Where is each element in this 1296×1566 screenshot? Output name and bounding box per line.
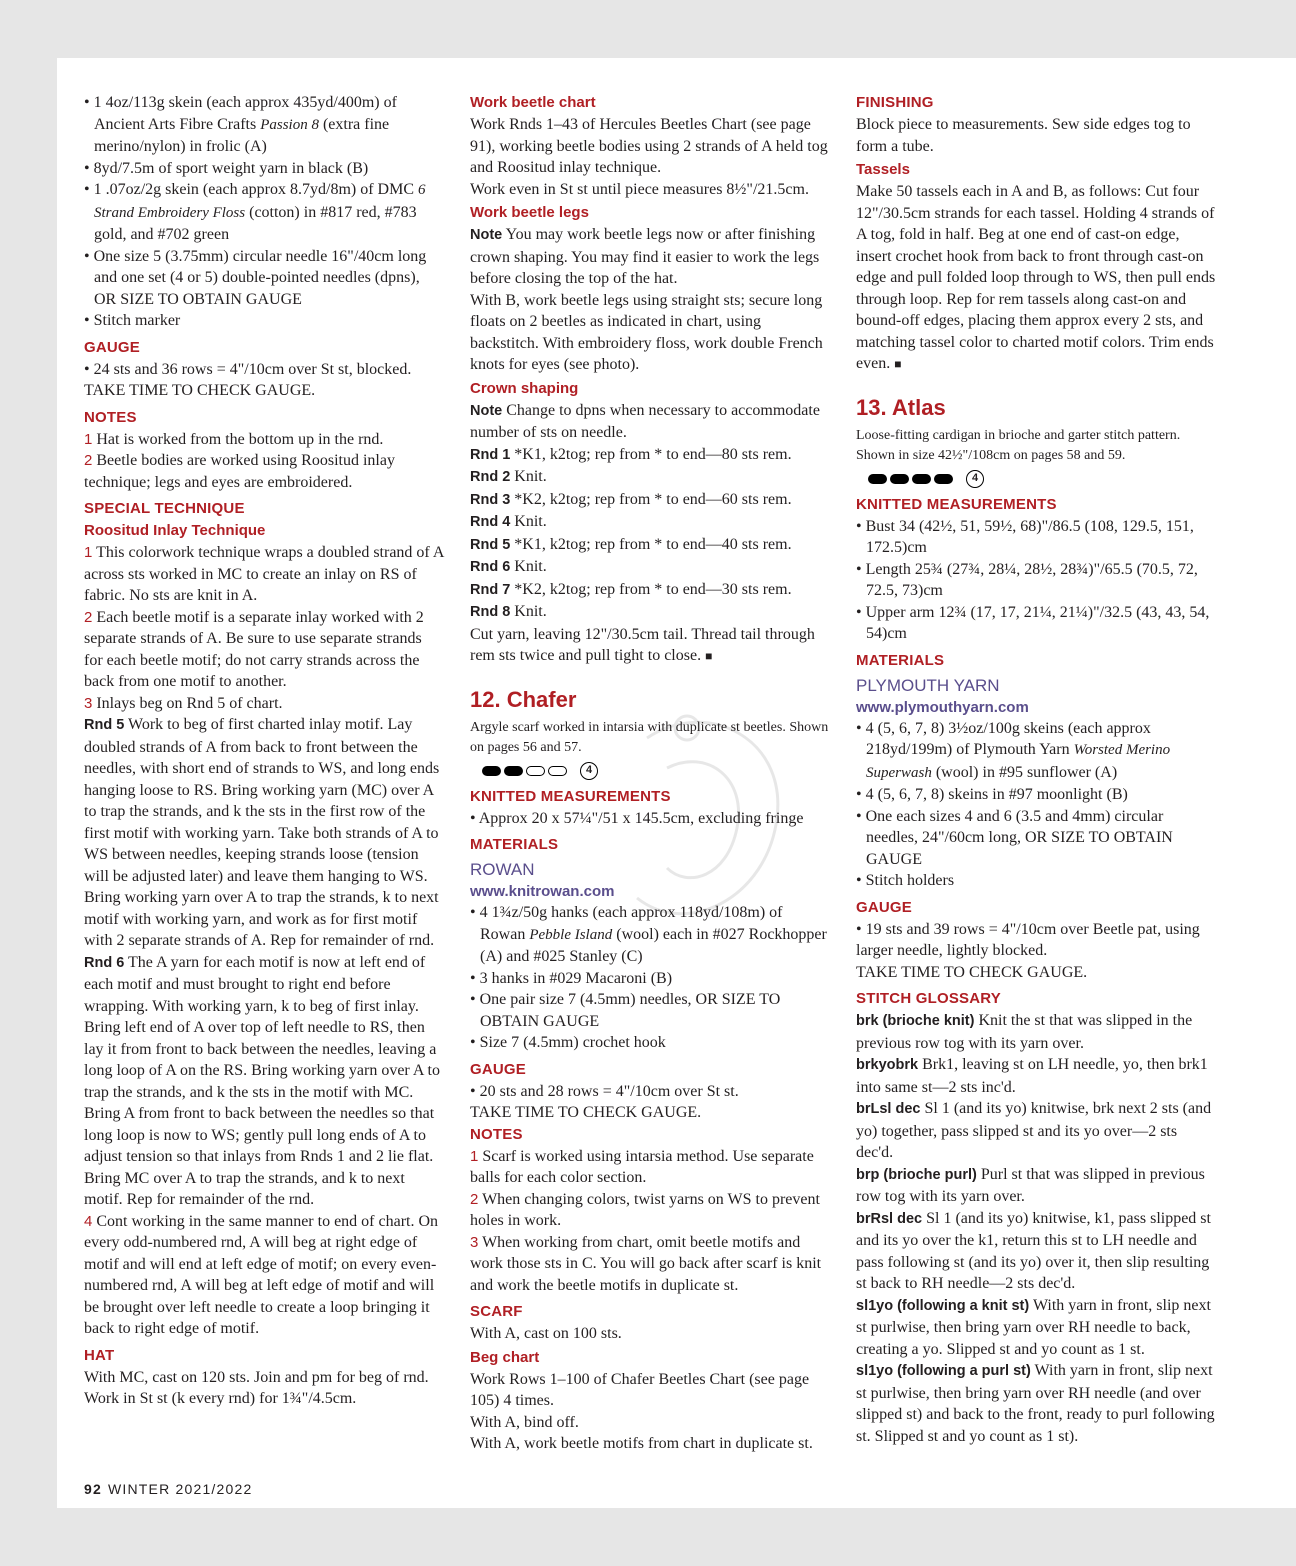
stitch-glossary-heading: STITCH GLOSSARY: [856, 990, 1001, 1007]
issue-label: WINTER 2021/2022: [107, 1481, 253, 1497]
materials-item: • 4 1¾z/50g hanks (each approx 118yd/108m) of Rowan Pebble Island (wool) each in #027 Rockhopper (A) and #025 Stanley (C): [470, 902, 830, 968]
gauge-heading: GAUGE: [856, 898, 913, 916]
skill-bar: [504, 766, 523, 776]
technique-step: 3 Inlays beg on Rnd 5 of chart.: [84, 694, 283, 712]
gauge-text: • 20 sts and 28 rows = 4"/10cm over St st.: [470, 1082, 739, 1100]
note-item: 1 Hat is worked from the bottom up in the rnd.: [84, 430, 384, 448]
note-item: 2 When changing colors, twist yarns on WS to prevent holes in work.: [470, 1190, 820, 1229]
yarn-weight-icon: 4: [580, 762, 598, 780]
materials-heading: MATERIALS: [470, 836, 559, 853]
materials-item: • 3 hanks in #029 Macaroni (B): [470, 968, 830, 990]
skill-level-indicator: [868, 470, 1216, 488]
chafer-title: 12. Chafer: [470, 686, 577, 712]
beg-chart-text: With A, bind off.: [470, 1413, 579, 1431]
skill-bar: [912, 474, 931, 484]
special-technique-heading: SPECIAL TECHNIQUE: [84, 500, 245, 517]
materials-item: • 1 4oz/113g skein (each approx 435yd/400m) of Ancient Arts Fibre Crafts Passion 8 (extra fine merino/nylon) in frolic (A): [84, 92, 444, 158]
glossary-entry: brRsl dec Sl 1 (and its yo) knitwise, k1, pass slipped st and its yo over the k1, return this st to LH needle and pass following st (and its yo) over it, then slip resulting st back to RH needle—2 sts dec'd.: [856, 1209, 1211, 1292]
scarf-text: With A, cast on 100 sts.: [470, 1325, 622, 1342]
round-instruction: Rnd 5 *K1, k2tog; rep from * to end—40 sts rem.: [470, 535, 792, 553]
magazine-page: [57, 58, 1296, 1508]
notes-heading: NOTES: [84, 408, 137, 426]
roositud-heading: Roositud Inlay Technique: [84, 522, 266, 539]
skill-bar: [548, 766, 567, 776]
brand-url[interactable]: www.plymouthyarn.com: [856, 698, 1029, 716]
skill-bar: [526, 766, 545, 776]
tassels-heading: Tassels: [856, 161, 910, 178]
page-footer: [84, 1481, 252, 1497]
glossary-entry: sl1yo (following a knit st) With yarn in front, slip next st purlwise, then bring yarn over RH needle to back, creating a yo. Slipped st and yo count as 1 st.: [856, 1296, 1211, 1358]
note-item: 3 When working from chart, omit beetle motifs and work those sts in C. You will go back after scarf is knit and work the beetle motifs in duplicate st.: [470, 1233, 822, 1294]
page-number: 92: [84, 1481, 102, 1497]
column-2: [470, 92, 830, 1455]
yarn-weight-icon: 4: [966, 470, 984, 488]
end-mark: ■: [894, 357, 902, 371]
beetle-chart-heading: Work beetle chart: [470, 94, 596, 111]
technique-step: 2 Each beetle motif is a separate inlay worked with 2 separate strands of A. Be sure to use separate strands for each beetle motif; do not carry strands across the back from one motif to another.: [84, 608, 424, 690]
round-instruction: Rnd 1 *K1, k2tog; rep from * to end—80 sts rem.: [470, 445, 792, 463]
chafer-description: Argyle scarf worked in intarsia with duplicate st beetles. Shown on pages 56 and 57.: [470, 719, 829, 755]
measurement-item: • Upper arm 12¾ (17, 17, 21¼, 21¼)"/32.5 (43, 43, 54, 54)cm: [856, 602, 1216, 645]
materials-item: • One pair size 7 (4.5mm) needles, OR SIZE TO OBTAIN GAUGE: [470, 989, 830, 1032]
measurement-item: • Bust 34 (42½, 51, 59½, 68)"/86.5 (108, 129.5, 151, 172.5)cm: [856, 516, 1216, 559]
beetle-legs-note: Note You may work beetle legs now or after finishing crown shaping. You may find it easier to work the legs before closing the top of the hat.: [470, 226, 820, 287]
glossary-entry: brLsl dec Sl 1 (and its yo) knitwise, brk next 2 sts (and yo) together, pass slipped st and its yo over—2 sts dec'd.: [856, 1100, 1212, 1161]
knitted-measurements-heading: KNITTED MEASUREMENTS: [856, 495, 1057, 513]
finishing-text: Block piece to measurements. Sew side edges tog to form a tube.: [856, 116, 1191, 155]
measurement-item: • Length 25¾ (27¾, 28¼, 28½, 28¾)"/65.5 (70.5, 72, 72.5, 73)cm: [856, 559, 1216, 602]
gauge-heading: GAUGE: [470, 1060, 527, 1078]
end-mark: ■: [705, 649, 713, 663]
materials-item: • 4 (5, 6, 7, 8) skeins in #97 moonlight (B): [856, 784, 1216, 806]
brand-url[interactable]: www.knitrowan.com: [470, 883, 615, 900]
yarn-brand: PLYMOUTH YARN: [856, 675, 1000, 695]
materials-item: • Size 7 (4.5mm) crochet hook: [470, 1032, 830, 1054]
yarn-brand: ROWAN: [470, 860, 535, 879]
glossary-entry: brp (brioche purl) Purl st that was slipped in previous row tog with its yarn over.: [856, 1165, 1205, 1205]
gauge-text: • 24 sts and 36 rows = 4"/10cm over St st, blocked.: [84, 360, 412, 378]
beetle-chart-text: Work even in St st until piece measures 8½"/21.5cm.: [470, 180, 809, 198]
materials-item: • 1 .07oz/2g skein (each approx 8.7yd/8m) of DMC 6 Strand Embroidery Floss (cotton) in #817 red, #783 gold, and #702 green: [84, 179, 444, 246]
materials-item: • Stitch marker: [84, 310, 444, 332]
materials-item: • 4 (5, 6, 7, 8) 3½oz/100g skeins (each approx 218yd/199m) of Plymouth Yarn Worsted Merino Superwash (wool) in #95 sunflower (A): [856, 718, 1216, 785]
round-5-instruction: Rnd 5 Work to beg of first charted inlay motif. Lay doubled strands of A from back to front between the needles, with short end of strands to WS, and long ends hanging loose to RS. Bring working yarn (MC) over A to trap the strands, and k the sts in the first row of the first motif with working yarn. Take both strands of A to WS between needles, keeping strands loose (tension will be adjusted later) and leave them hanging to WS. Bring working yarn over A to trap the strands, k to next motif with working yarn, and work as for first motif with 2 separate strands of A. Rep for remainder of rnd.: [84, 716, 440, 949]
skill-level-indicator: [482, 762, 830, 780]
note-item: 1 Scarf is worked using intarsia method. Use separate balls for each color section.: [470, 1147, 814, 1186]
column-1: [84, 92, 444, 1410]
glossary-entry: brk (brioche knit) Knit the st that was slipped in the previous row tog with its yarn over.: [856, 1012, 1193, 1052]
knitted-measurements-heading: KNITTED MEASUREMENTS: [470, 787, 671, 805]
round-instruction: Rnd 4 Knit.: [470, 513, 547, 530]
gauge-check: TAKE TIME TO CHECK GAUGE.: [856, 963, 1088, 981]
round-6-instruction: Rnd 6 The A yarn for each motif is now at left end of each motif and must brought to right end before wrapping. With working yarn, k to beg of first inlay. Bring left end of A over top of left needle to RS, then lay it from front to back between the needles, leaving a long loop of A on the RS. Bring working yarn over A to trap the strands, and k the sts in the motif with MC. Bring A from front to back between the needles so that long loop is now to WS; gently pull long ends of A to adjust tension so that inlays from Rnds 1 and 2 lie flat. Bring MC over A to trap the strands, and k to next motif. Rep for remainder of the rnd.: [84, 953, 440, 1208]
finish-text: Cut yarn, leaving 12"/30.5cm tail. Thread tail through rem sts twice and pull tight to close. ■: [470, 625, 815, 664]
finishing-heading: FINISHING: [856, 94, 934, 111]
skill-bar: [868, 474, 887, 484]
round-instruction: Rnd 3 *K2, k2tog; rep from * to end—60 sts rem.: [470, 490, 792, 508]
hat-heading: HAT: [84, 1346, 115, 1364]
materials-item: • Stitch holders: [856, 870, 1216, 892]
materials-item: • One size 5 (3.75mm) circular needle 16"/40cm long and one set (4 or 5) double-pointed needles (dpns), OR SIZE TO OBTAIN GAUGE: [84, 246, 444, 311]
materials-item: • One each sizes 4 and 6 (3.5 and 4mm) circular needles, 24"/60cm long, OR SIZE TO OBTAIN GAUGE: [856, 806, 1216, 871]
beetle-chart-text: Work Rnds 1–43 of Hercules Beetles Chart (see page 91), working beetle bodies using 2 strands of A held tog and Roositud inlay technique.: [470, 116, 828, 176]
crown-note: Note Change to dpns when necessary to accommodate number of sts on needle.: [470, 401, 820, 441]
atlas-description: Loose-fitting cardigan in brioche and garter stitch pattern. Shown in size 42½"/108cm on pages 58 and 59.: [856, 427, 1181, 463]
hat-text: With MC, cast on 120 sts. Join and pm for beg of rnd. Work in St st (k every rnd) for 1¾"/4.5cm.: [84, 1368, 429, 1407]
beg-chart-heading: Beg chart: [470, 1348, 540, 1366]
notes-heading: NOTES: [470, 1125, 523, 1143]
gauge-check: TAKE TIME TO CHECK GAUGE.: [470, 1104, 702, 1121]
round-instruction: Rnd 6 Knit.: [470, 558, 547, 575]
glossary-entry: brkyobrk Brk1, leaving st on LH needle, yo, then brk1 into same st—2 sts inc'd.: [856, 1056, 1208, 1096]
technique-step: 4 Cont working in the same manner to end of chart. On every odd-numbered rnd, A will beg at right edge of motif and will end at left edge of motif; on every even-numbered rnd, A will beg at left edge of motif and will be brought over left needle to create a loop bringing it back to right edge of motif.: [84, 1212, 439, 1337]
crown-shaping-heading: Crown shaping: [470, 379, 579, 397]
knitted-measurements-text: • Approx 20 x 57¼"/51 x 145.5cm, excluding fringe: [470, 809, 804, 827]
skill-bar: [934, 474, 953, 484]
glossary-entry: sl1yo (following a purl st) With yarn in front, slip next st purlwise, then bring yarn over RH needle (and over slipped st) and back to the front, ready to purl following st. Slipped st and yo count as 1 st).: [856, 1362, 1215, 1445]
note-item: 2 Beetle bodies are worked using Roositud inlay technique; legs and eyes are embroidered.: [84, 452, 395, 491]
materials-list: [84, 92, 444, 332]
gauge-text: • 19 sts and 39 rows = 4"/10cm over Beetle pat, using larger needle, lightly blocked.: [856, 920, 1200, 959]
materials-item: • 8yd/7.5m of sport weight yarn in black (B): [84, 158, 444, 180]
beetle-legs-heading: Work beetle legs: [470, 204, 589, 221]
skill-bar: [890, 474, 909, 484]
round-instruction: Rnd 8 Knit.: [470, 603, 547, 620]
gauge-check: TAKE TIME TO CHECK GAUGE.: [84, 382, 316, 399]
materials-heading: MATERIALS: [856, 651, 945, 669]
column-3: [856, 92, 1216, 1447]
beetle-legs-text: With B, work beetle legs using straight sts; secure long floats on 2 beetles as indicated in chart, using backstitch. With embroidery floss, work double French knots for eyes (see photo).: [470, 291, 823, 373]
round-instruction: Rnd 7 *K2, k2tog; rep from * to end—30 sts rem.: [470, 580, 792, 598]
beg-chart-text: With A, work beetle motifs from chart in duplicate st.: [470, 1435, 813, 1452]
gauge-heading: GAUGE: [84, 338, 141, 356]
tassels-text: Make 50 tassels each in A and B, as follows: Cut four 12"/30.5cm strands for each tassel. Holding 4 strands of A tog, fold in half. Beg at one end of cast-on edge, insert crochet hook from back to front through cast-on edge and pull folded loop through to WS, then pull ends through loop. Rep for rem tassels along cast-on and bound-off edges, placing them approx every 2 sts, and matching tassel color to charted motif colors. Trim ends even. ■: [856, 183, 1216, 372]
skill-bar: [482, 766, 501, 776]
atlas-title: 13. Atlas: [856, 394, 946, 420]
beg-chart-text: Work Rows 1–100 of Chafer Beetles Chart (see page 105) 4 times.: [470, 1370, 810, 1409]
scarf-heading: SCARF: [470, 1303, 523, 1320]
round-instruction: Rnd 2 Knit.: [470, 468, 547, 485]
technique-step: 1 This colorwork technique wraps a doubled strand of A across sts worked in MC to create an inlay on RS of fabric. No sts are knit in A.: [84, 544, 444, 604]
